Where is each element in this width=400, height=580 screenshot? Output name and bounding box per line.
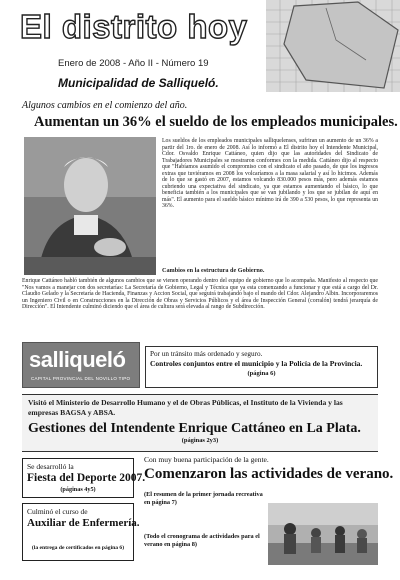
- district-map-icon: [266, 0, 400, 92]
- traffic-notice: [145, 346, 378, 388]
- masthead-map-graphic: [266, 0, 400, 92]
- publisher-name: Municipalidad de Salliqueló.: [58, 76, 219, 90]
- masthead-title: El distrito hoy: [20, 8, 248, 45]
- sport-headline: Fiesta del Deporte 2007.: [27, 472, 146, 484]
- issue-line: Enero de 2008 - Año II - Número 19: [58, 58, 209, 69]
- summer-activities-photo: [268, 503, 378, 565]
- summer-ref-schedule: (Todo el cronograma de actividades para el verano en página 8): [144, 533, 260, 548]
- nurse-headline: Auxiliar de Enfermería.: [27, 517, 140, 529]
- visit-pages: (páginas 2y3): [181, 437, 219, 444]
- summer-kicker: Con muy buena participación de la gente.: [144, 455, 269, 464]
- summer-ref-recreation: (El resumen de la primer jornada recreativa en página 7): [144, 491, 263, 506]
- lead-subsection-body: Enrique Cattáneo habló también de algunos cambios que se vienen operando dentro del equipo de gobierno que lo acompaña. Manifesto al respecto que "Nos vamos a manejar con dos secretarías: La Secretaría de Gobierno, Legal y Técnica que ya esta comenzando a funcionar y que está a cargo del Dr. Claudio Gelado y la Secretaría de Hacienda, Finanzas y Accion Social, que seguirá trabajando bajo el mando del Cdor. Alejandro Albin. Incorporaremos un Ingeniero Civil o en Construcciones en la Dirección de Obras y Servicios Públicos y el área de Inspección General (corralón) tendrá jerarquía de Dirección". El Intendente culminó diciendo que el área de cultura será elevada al rango de Subdirección.: [22, 278, 378, 310]
- lead-kicker: Algunos cambios en el comienzo del año.: [22, 100, 188, 111]
- lead-headline: Aumentan un 36% el sueldo de los empleados municipales.: [34, 114, 398, 130]
- lead-subsection: [162, 268, 378, 275]
- nursing-course-box: [22, 503, 140, 561]
- nurse-kicker: Culminó el curso de: [27, 507, 88, 516]
- sport-kicker: Se desarrolló la: [27, 462, 74, 471]
- mayor-photo: [24, 137, 156, 275]
- la-plata-visit-box: [22, 394, 378, 452]
- summer-headline: Comenzaron las actividades de verano.: [144, 466, 394, 482]
- sport-festival-box: [22, 458, 146, 498]
- visit-kicker: Visitó el Ministerio de Desarrollo Humano y el de Obras Públicas, el Instituto de la Vivienda y las empresas BAGSA y ABSA.: [28, 398, 343, 417]
- logo-tagline: CAPITAL PROVINCIAL DEL NOVILLO TIPO: [31, 376, 131, 381]
- visit-headline: Gestiones del Intendente Enrique Cattáneo en La Plata.: [28, 421, 361, 436]
- salliquelo-logo: salliqueló: [29, 347, 126, 372]
- lead-body: Los sueldos de los empleados municipales salliquelenses, sufriran un aumento de un 36% a partir del 1ro. de enero de 2008. Así lo informó a El distrito hoy el Intendente Municipal, Cdor. Osvaldo Enrique Cattáneo, quien dijo que las autoridades del Sindicato de Trabajadores Municipales se mostraron conformes con la medida. Cattáneo dijo al respecto que "Habíamos asumido el compromiso con el sindicato el año pasado, de que los ingresos extras que tuviéramos en 2008 los volcaríamos a la masa salarial y así lo hicimos. Además de lo que se gastó en 2007, estamos volcando 830.000 pesos más, pero además estamos cubriendo una expectativa del sindicato, ya que estamos aumentando el básico, lo que beneficia también a los municipales que se van jubilando y los que se jubilan de aquí en más". El aumento para el sueldo básico mínimo irá de 390 a 530 pesos, lo que representa un 36%.: [162, 138, 378, 209]
- notice-headline: Controles conjuntos entre el municipio y la Policía de la Provincia.: [150, 359, 363, 368]
- nurse-pages: (la entrega de certificados en página 6): [31, 545, 125, 551]
- salliquelo-logo-banner: [22, 342, 140, 388]
- notice-kicker: Por un tránsito más ordenado y seguro.: [150, 350, 263, 358]
- sport-pages: (páginas 4y5): [60, 486, 96, 493]
- notice-pages: (página 6): [247, 370, 276, 377]
- subsection-title: Cambios en la estructura de Gobierno.: [162, 267, 265, 274]
